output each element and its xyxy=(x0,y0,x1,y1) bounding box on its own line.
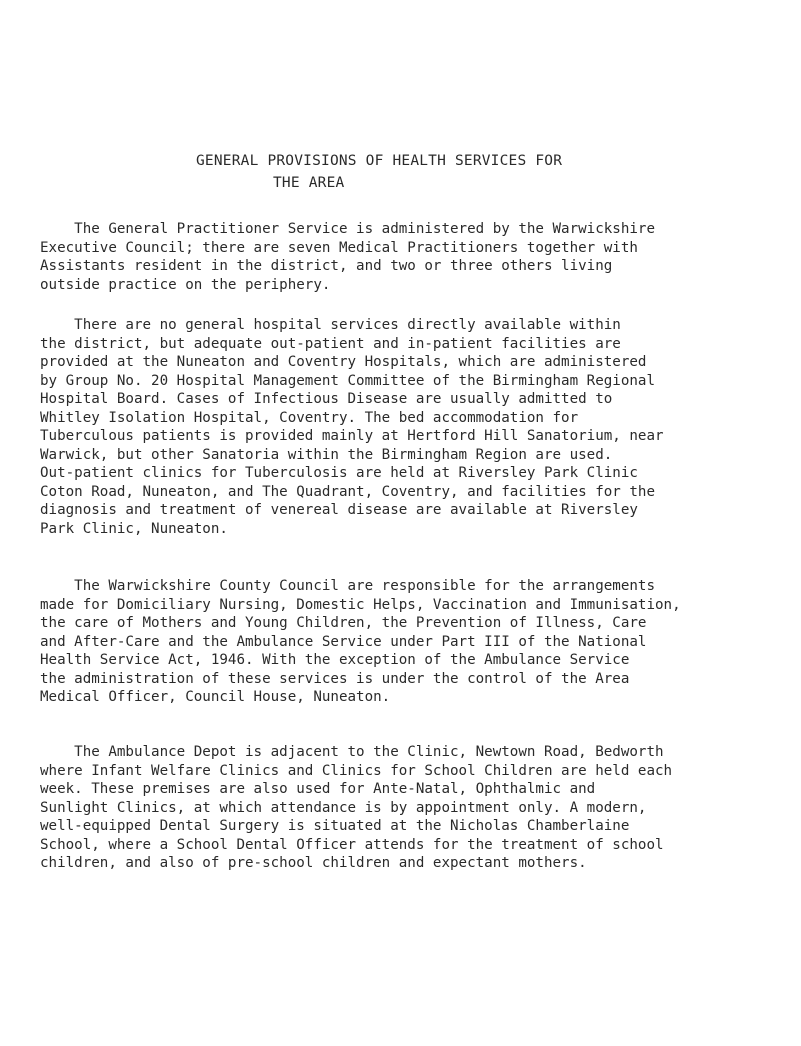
text-line: The General Practitioner Service is administered by the Warwickshire xyxy=(40,221,655,237)
text-line: provided at the Nuneaton and Coventry Hospitals, which are administered xyxy=(40,354,647,370)
text-line: Health Service Act, 1946. With the exception of the Ambulance Service xyxy=(40,652,630,668)
text-line: The Warwickshire County Council are responsible for the arrangements xyxy=(40,578,655,594)
text-line: Assistants resident in the district, and two or three others living xyxy=(40,258,613,274)
page-title xyxy=(196,150,616,194)
text-line: well-equipped Dental Surgery is situated at the Nicholas Chamberlaine xyxy=(40,818,630,834)
text-line: the administration of these services is under the control of the Area xyxy=(40,670,630,687)
paragraph-hospital-services xyxy=(40,316,780,538)
text-line: the care of Mothers and Young Children, the Prevention of Illness, Care xyxy=(40,615,647,631)
text-line: School, where a School Dental Officer attends for the treatment of school xyxy=(40,836,664,853)
text-line: outside practice on the periphery. xyxy=(40,276,331,293)
text-line: Coton Road, Nuneaton, and The Quadrant, Coventry, and facilities for the xyxy=(40,483,655,500)
title-line-2: THE AREA xyxy=(273,175,345,191)
text-line: Hospital Board. Cases of Infectious Disease are usually admitted to xyxy=(40,391,613,407)
text-line: by Group No. 20 Hospital Management Committee of the Birmingham Regional xyxy=(40,372,655,389)
paragraph-general-practitioners xyxy=(40,220,780,294)
text-line: The Ambulance Depot is adjacent to the Clinic, Newtown Road, Bedworth xyxy=(40,744,664,760)
text-line: Tuberculous patients is provided mainly at Hertford Hill Sanatorium, near xyxy=(40,428,664,444)
text-line: and After-Care and the Ambulance Service under Part III of the National xyxy=(40,633,647,650)
text-line: the district, but adequate out-patient and in-patient facilities are xyxy=(40,335,621,352)
paragraph-ambulance-depot xyxy=(40,743,780,873)
text-line: Sunlight Clinics, at which attendance is by appointment only. A modern, xyxy=(40,799,647,816)
text-line: children, and also of pre-school children and expectant mothers. xyxy=(40,855,587,871)
text-line: There are no general hospital services directly available within xyxy=(40,317,621,333)
text-line: Executive Council; there are seven Medical Practitioners together with xyxy=(40,239,638,256)
text-line: made for Domiciliary Nursing, Domestic Helps, Vaccination and Immunisation, xyxy=(40,596,681,613)
text-line: Warwick, but other Sanatoria within the Birmingham Region are used. xyxy=(40,446,613,463)
text-line: where Infant Welfare Clinics and Clinics for School Children are held each xyxy=(40,762,673,779)
text-line: Medical Officer, Council House, Nuneaton. xyxy=(40,689,391,705)
text-line: week. These premises are also used for Ante-Natal, Ophthalmic and xyxy=(40,781,596,797)
text-line: diagnosis and treatment of venereal disease are available at Riversley xyxy=(40,502,638,518)
text-line: Out-patient clinics for Tuberculosis are held at Riversley Park Clinic xyxy=(40,465,638,481)
text-line: Park Clinic, Nuneaton. xyxy=(40,520,228,537)
text-line: Whitley Isolation Hospital, Coventry. The bed accommodation for xyxy=(40,409,579,426)
title-line-1: GENERAL PROVISIONS OF HEALTH SERVICES FOR xyxy=(196,153,563,169)
paragraph-county-council xyxy=(40,577,780,707)
